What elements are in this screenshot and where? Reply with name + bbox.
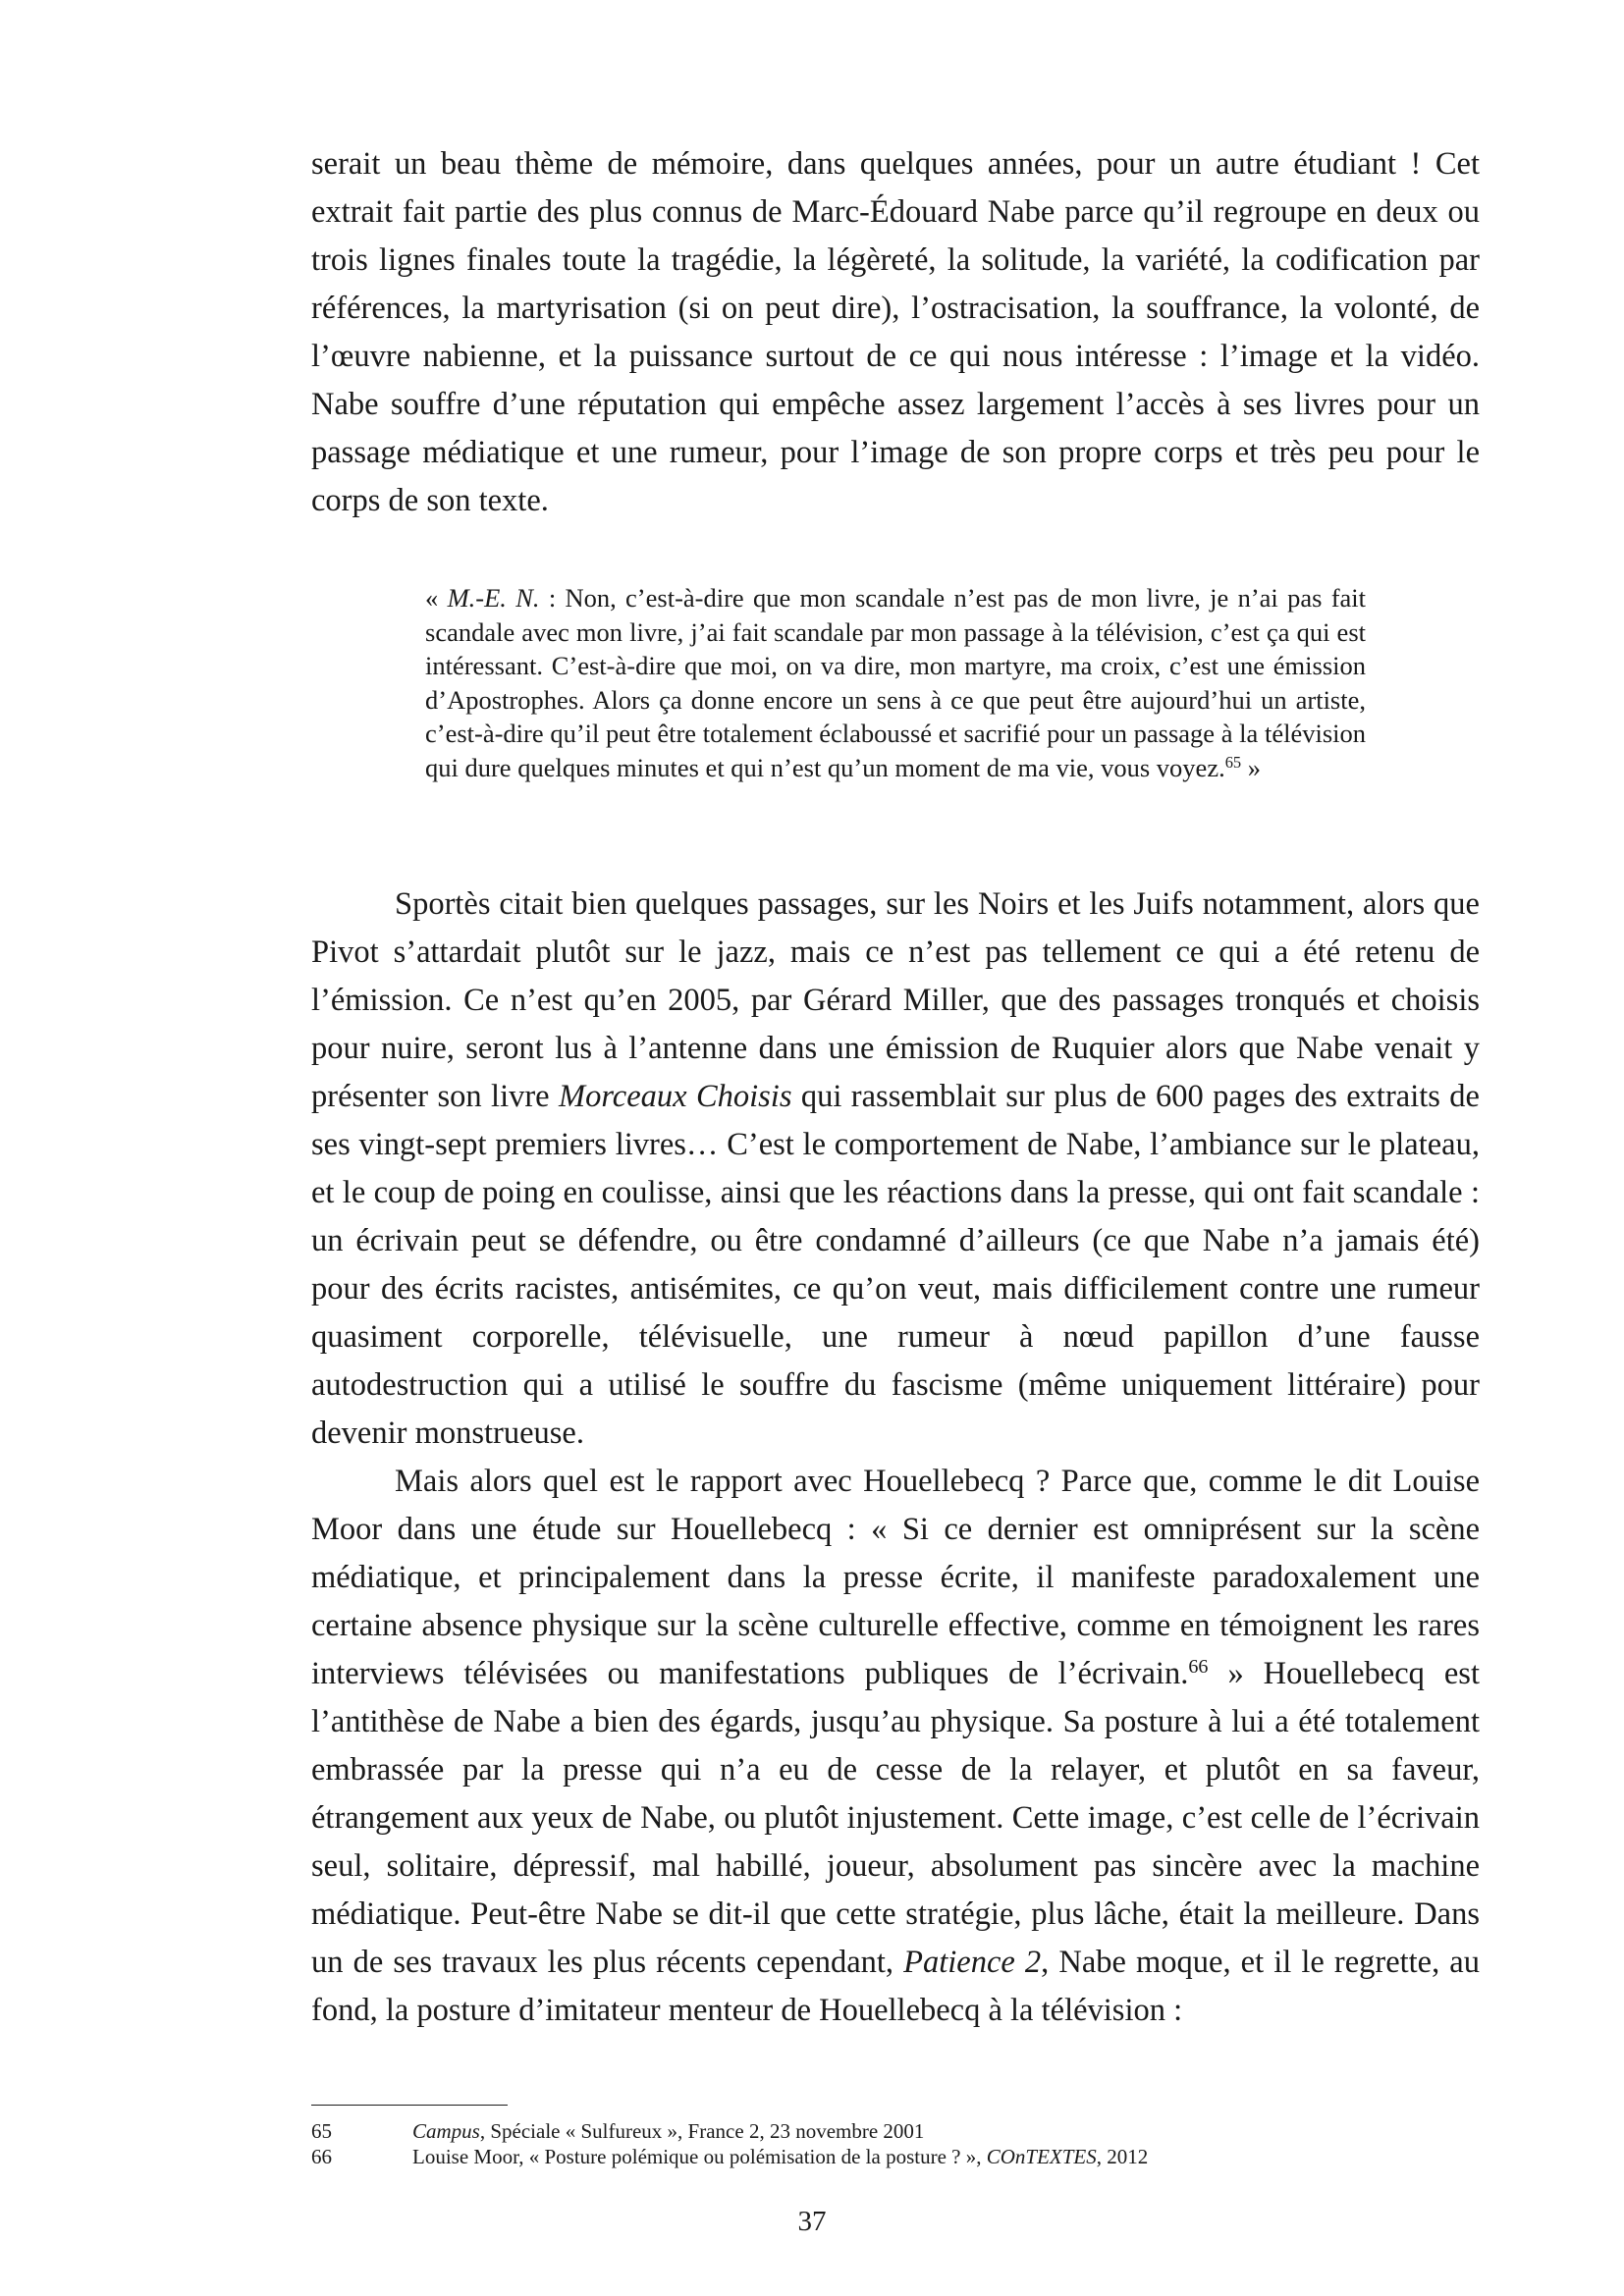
book-title-patience-2: Patience 2 — [903, 1945, 1042, 1980]
footnote-source-details: Louise Moor, « Posture polémique ou polémisation de la posture ? », — [412, 2145, 987, 2168]
paragraph-3-text-b: » Houellebecq est l’antithèse de Nabe a bien des égards, jusqu’au physique. Sa posture à lui a été totalement embrassée par la presse qui n’a eu de cesse de la relayer, et plutôt en sa faveur, étrangement aux yeux de Nabe, ou plutôt injustement. Cette image, c’est celle de l’écrivain seul, solitaire, dépressif, mal habillé, joueur, absolument pas sincère avec la machine médiatique. Peut-être Nabe se dit-il que cette stratégie, plus lâche, était la meilleure. Dans un de ses travaux les plus récents cependant, — [311, 1656, 1480, 1980]
book-title-morceaux-choisis: Morceaux Choisis — [559, 1079, 792, 1114]
quote-close-mark: » — [1241, 752, 1262, 782]
paragraph-2-text-b: qui rassemblait sur plus de 600 pages des extraits de ses vingt-sept premiers livres… C’est le comportement de Nabe, l’ambiance sur le plateau, et le coup de poing en coulisse, ainsi que les réactions dans la presse, qui ont fait scandale : un écrivain peut se défendre, ou être condamné d’ailleurs (ce que Nabe n’a jamais été) pour des écrits racistes, antisémites, ce qu’on veut, mais difficilement contre une rumeur quasiment corporelle, télévisuelle, une rumeur à nœud papillon d’une fausse autodestruction qui a utilisé le souffre du fascisme (même uniquement littéraire) pour devenir monstrueuse. — [311, 1079, 1480, 1451]
paragraph-2 — [311, 881, 1480, 1458]
footnote-text — [412, 2144, 1148, 2169]
paragraph-1-text: serait un beau thème de mémoire, dans quelques années, pour un autre étudiant ! Cet extrait fait partie des plus connus de Marc-Édouard Nabe parce qu’il regroupe en deux ou trois lignes finales toute la tragédie, la légèreté, la solitude, la variété, la codification par références, la martyrisation (si on peut dire), l’ostracisation, la souffrance, la volonté, de l’œuvre nabienne, et la puissance surtout de ce qui nous intéresse : l’image et la vidéo. Nabe souffre d’une réputation qui empêche assez largement l’accès à ses livres pour un passage médiatique et une rumeur, pour l’image de son propre corps et très peu pour le corps de son texte. — [311, 146, 1480, 518]
quote-text: : Non, c’est-à-dire que mon scandale n’est pas de mon livre, je n’ai pas fait scandale avec mon livre, j’ai fait scandale par mon passage à la télévision, c’est ça qui est intéressant. C’est-à-dire que moi, on va dire, mon martyre, ma croix, c’est une émission d’Apostrophes. Alors ça donne encore un sens à ce que peut être aujourd’hui un artiste, c’est-à-dire qu’il peut être totalement éclaboussé et sacrifié pour un passage à la télévision qui dure quelques minutes et qui n’est qu’un moment de ma vie, vous voyez. — [425, 583, 1367, 782]
paragraph-3-text-a: Mais alors quel est le rapport avec Houellebecq ? Parce que, comme le dit Louise Moor dans une étude sur Houellebecq : « Si ce dernier est omniprésent sur la scène médiatique, et principalement dans la presse écrite, il manifeste paradoxalement une certaine absence physique sur la scène culturelle effective, comme en témoignent les rares interviews télévisées ou manifestations publiques de l’écrivain. — [311, 1464, 1480, 1691]
quote-speaker: M.-E. N. — [447, 583, 540, 613]
block-quote — [425, 581, 1366, 785]
footnote-source-title: COnTEXTES — [986, 2145, 1097, 2168]
footnote-source-title: Campus — [412, 2119, 480, 2143]
footnote-separator — [311, 2105, 508, 2106]
paragraph-1 — [311, 140, 1480, 525]
footnote-tail: , 2012 — [1096, 2145, 1149, 2168]
paragraph-3-text-c: , Nabe moque, et il le regrette, au fond, la posture d’imitateur menteur de Houellebecq à la télévision : — [311, 1945, 1480, 2028]
footnote-number: 65 — [311, 2119, 332, 2143]
paragraph-2-text-a: Sportès citait bien quelques passages, sur les Noirs et les Juifs notamment, alors que Pivot s’attardait plutôt sur le jazz, mais ce n’est pas tellement ce qui a été retenu de l’émission. Ce n’est qu’en 2005, par Gérard Miller, que des passages tronqués et choisis pour nuire, seront lus à l’antenne dans une émission de Ruquier alors que Nabe venait y présenter son livre — [311, 886, 1480, 1114]
footnote-number: 66 — [311, 2145, 332, 2168]
footnote-ref-65[interactable]: 65 — [1224, 752, 1242, 772]
footnote-source-details: , Spéciale « Sulfureux », France 2, 23 novembre 2001 — [479, 2119, 925, 2143]
page-number: 37 — [797, 2206, 827, 2237]
quote-open-mark: « — [425, 583, 448, 613]
paragraph-3 — [311, 1458, 1480, 2035]
footnote-ref-66[interactable]: 66 — [1188, 1655, 1209, 1678]
footnote-text — [412, 2118, 924, 2144]
